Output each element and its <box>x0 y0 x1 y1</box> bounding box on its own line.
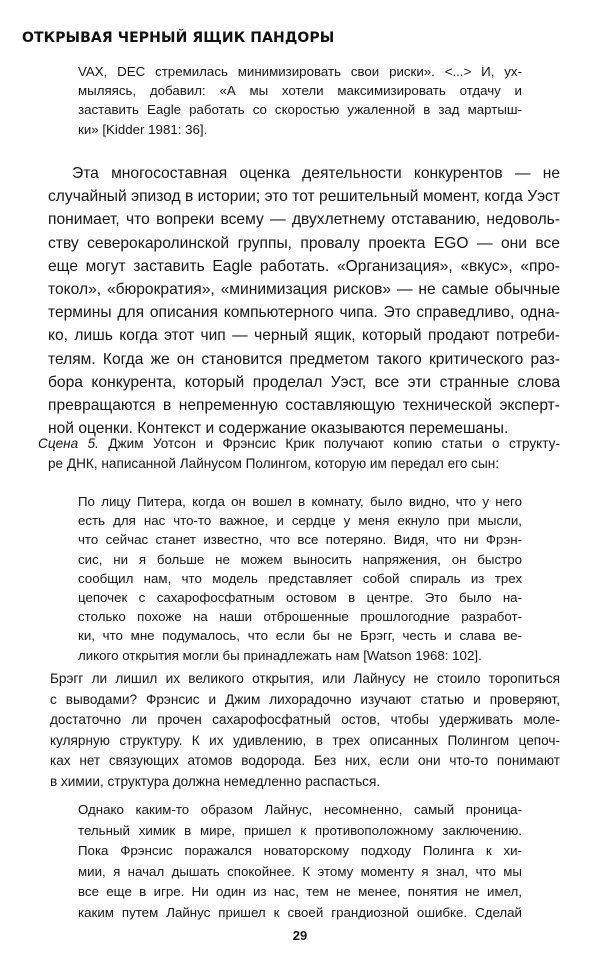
text-line: Брэгг ли лишил их великого открытия, или Лайнусу не стоило торопиться <box>50 671 560 686</box>
text-line: ликого открытия могли бы принадлежать нам [Watson 1968: 102]. <box>78 647 482 663</box>
text-line: заставить Eagle работать со скоростью ужаленной в зад мартыш- <box>78 102 522 118</box>
text-line: каким путем Лайнус пришел к своей грандиозной ошибке. Сделай <box>78 904 522 920</box>
text-line: случайный эпизод в истории; это тот решительный момент, когда Уэст <box>48 188 560 206</box>
text-line: есть для нас что-то важное, и сердце у меня екнуло при мысли, <box>78 513 522 529</box>
text-line: токол», «бюрократия», «минимизация рисков» — не самые обычные <box>48 281 560 299</box>
text-line: ках нет связующих атомов водорода. Без них, если они что-то понимают <box>50 753 560 769</box>
text-line: ки» [Kidder 1981: 36]. <box>78 121 208 137</box>
text-line: превращаются в непременную составляющую технической эксперт- <box>48 397 560 415</box>
running-header: ОТКРЫВАЯ ЧЕРНЫЙ ЯЩИК ПАНДОРЫ <box>22 30 335 46</box>
text-line: в химии, структура должна немедленно распасться. <box>50 773 381 789</box>
text-line: Однако каким-то образом Лайнус, несомненно, самый проница- <box>78 802 522 817</box>
text-line: ству северокаролинской группы, провалу проекта EGO — они все <box>48 234 560 252</box>
text-line: сис, ни я больше не можем выносить напряжения, он быстро <box>78 551 522 567</box>
text-line: мыляясь, добавил: «А мы хотели максимизировать отдачу и <box>78 83 522 99</box>
text-line: Пока Фрэнсис поражался новаторскому подходу Полинга к хи- <box>78 843 522 859</box>
text-line: ки, что мне подумалось, что если бы не Брэгг, честь и слава ве- <box>78 628 522 644</box>
text-line: По лицу Питера, когда он вошел в комнату, было видно, что у него <box>78 494 522 509</box>
text-line: кулярную структуру. К их удивлению, в трех описанных Полингом цепоч- <box>50 732 560 748</box>
text-line: термины для описания компьютерного чипа. Это справедливо, одна- <box>48 304 560 322</box>
text-line: с выводами? Фрэнсис и Джим лихорадочно изучают статью и проверяют, <box>50 691 560 707</box>
text-line: телям. Когда же он становится предметом такого критического раз- <box>48 350 560 368</box>
quote-watson-1 <box>78 492 522 665</box>
text-line: VAX, DEC стремилась минимизировать свои риски». <...> И, ух- <box>78 64 522 79</box>
text-line: достаточно ли прочен сахарофосфатный остов, чтобы удерживать моле- <box>50 712 560 728</box>
text-line: понимает, что вопреки всему — двухлетнему отставанию, недоволь- <box>48 211 560 229</box>
text-line <box>38 434 560 454</box>
text-line: что сейчас станет известно, что все потеряно. Видя, что ни Фрэн- <box>78 532 522 548</box>
paragraph-main <box>48 162 560 440</box>
scene-label: Сцена 5. <box>38 436 99 451</box>
text-line: Эта многосоставная оценка деятельности конкурентов — не <box>72 165 560 182</box>
text-line: тельный химик в мире, пришел к противоположному заключению. <box>78 822 522 838</box>
text-line: цепочек с сахарофосфатным остовом в центре. Это было на- <box>78 590 522 606</box>
quote-watson-2 <box>78 800 522 924</box>
scene-intro <box>38 434 560 474</box>
text-line: ной оценки. Контекст и содержание оказываются перемешаны. <box>48 420 509 438</box>
text-line: еще могут заставить Eagle работать. «Организация», «вкус», «про- <box>48 257 560 275</box>
scene-text: Джим Уотсон и Фрэнсис Крик получают копию статьи о структу- <box>98 436 560 451</box>
text-line: бора конкурента, который проделал Уэст, все эти странные слова <box>48 373 560 391</box>
quote-kidder <box>78 62 522 139</box>
text-line: мии, я начал дышать спокойнее. К этому моменту я знал, что мы <box>78 863 522 879</box>
page-number: 29 <box>292 928 308 943</box>
text-line: все еще в игре. Ни один из нас, тем не менее, понятия не имел, <box>78 884 522 900</box>
text-line: ко, лишь когда этот чип — черный ящик, который продают потреби- <box>48 327 560 345</box>
text-line: сообщил нам, что модель представляет собой спираль из трех <box>78 570 522 586</box>
text-line: столько похоже на наши отброшенные прошлогодние разработ- <box>78 609 522 625</box>
text-line: ре ДНК, написанной Лайнусом Полингом, которую им передал его сын: <box>48 456 499 472</box>
paragraph-bragg <box>50 669 560 793</box>
